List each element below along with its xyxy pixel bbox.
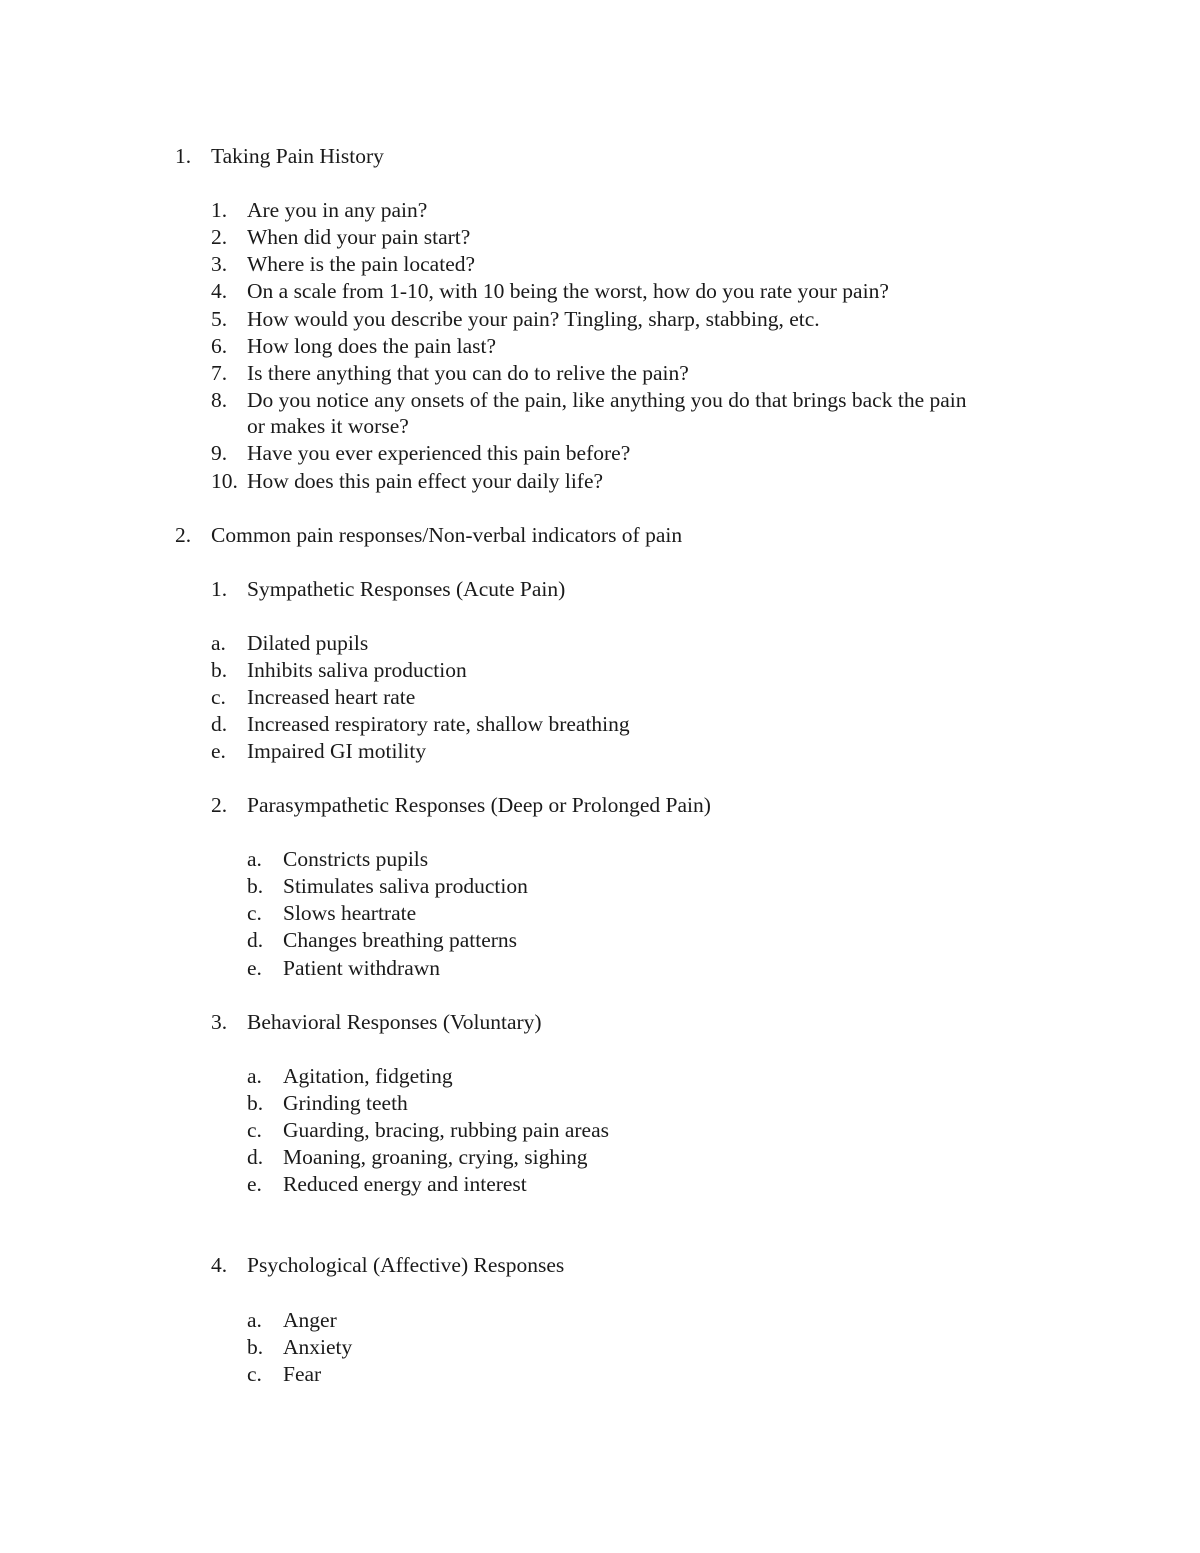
- section-number: 1.: [175, 144, 192, 168]
- list-item-marker: c.: [211, 685, 226, 709]
- list-item: Increased heart rate: [247, 685, 416, 709]
- list-item-marker: 3.: [211, 252, 228, 276]
- subsection-number: 3.: [211, 1010, 228, 1034]
- list-item-marker: a.: [247, 847, 262, 871]
- list-item-marker: 9.: [211, 441, 228, 465]
- list-item-marker: d.: [211, 712, 228, 736]
- list-item-marker: a.: [247, 1308, 262, 1332]
- list-item: Agitation, fidgeting: [283, 1064, 453, 1088]
- list-item-marker: c.: [247, 901, 262, 925]
- list-item: How would you describe your pain? Tingling, sharp, stabbing, etc.: [247, 307, 820, 331]
- list-item: Do you notice any onsets of the pain, like anything you do that brings back the pain: [247, 388, 967, 412]
- section-title: Common pain responses/Non-verbal indicators of pain: [211, 523, 683, 547]
- list-item: Is there anything that you can do to relive the pain?: [247, 361, 689, 385]
- list-item-marker: d.: [247, 1145, 264, 1169]
- list-item: How does this pain effect your daily life?: [247, 469, 604, 493]
- list-item: Dilated pupils: [247, 631, 369, 655]
- list-item-marker: c.: [247, 1362, 262, 1386]
- section-number: 2.: [175, 523, 192, 547]
- list-item: Guarding, bracing, rubbing pain areas: [283, 1118, 609, 1142]
- list-item: Impaired GI motility: [247, 739, 427, 763]
- list-item-marker: 10.: [211, 469, 238, 493]
- list-item-marker: 7.: [211, 361, 228, 385]
- list-item-marker: 6.: [211, 334, 228, 358]
- list-item: Anxiety: [283, 1335, 353, 1359]
- list-item: Reduced energy and interest: [283, 1172, 527, 1196]
- list-item: Are you in any pain?: [247, 198, 428, 222]
- section-title: Taking Pain History: [211, 144, 384, 168]
- list-item-marker: d.: [247, 928, 264, 952]
- list-item-marker: b.: [247, 1335, 264, 1359]
- list-item: Fear: [283, 1362, 322, 1386]
- list-item-continuation: or makes it worse?: [247, 414, 409, 438]
- list-item: When did your pain start?: [247, 225, 471, 249]
- list-item: Where is the pain located?: [247, 252, 476, 276]
- list-item-marker: b.: [247, 874, 264, 898]
- subsection-number: 2.: [211, 793, 228, 817]
- list-item-marker: 5.: [211, 307, 228, 331]
- subsection-title: Behavioral Responses (Voluntary): [247, 1010, 542, 1034]
- subsection-title: Sympathetic Responses (Acute Pain): [247, 577, 566, 601]
- list-item: Slows heartrate: [283, 901, 417, 925]
- list-item-marker: 2.: [211, 225, 228, 249]
- list-item: Have you ever experienced this pain before?: [247, 441, 631, 465]
- list-item-marker: 1.: [211, 198, 228, 222]
- list-item: Grinding teeth: [283, 1091, 408, 1115]
- subsection-number: 4.: [211, 1253, 228, 1277]
- list-item-marker: 8.: [211, 388, 228, 412]
- list-item: Anger: [283, 1308, 337, 1332]
- list-item-marker: e.: [247, 1172, 262, 1196]
- list-item: On a scale from 1-10, with 10 being the worst, how do you rate your pain?: [247, 279, 889, 303]
- list-item-marker: b.: [211, 658, 228, 682]
- subsection-title: Psychological (Affective) Responses: [247, 1253, 565, 1277]
- list-item-marker: c.: [247, 1118, 262, 1142]
- list-item: Stimulates saliva production: [283, 874, 528, 898]
- list-item: Moaning, groaning, crying, sighing: [283, 1145, 588, 1169]
- list-item: Changes breathing patterns: [283, 928, 518, 952]
- list-item-marker: a.: [247, 1064, 262, 1088]
- list-item: Increased respiratory rate, shallow breathing: [247, 712, 630, 736]
- list-item: Patient withdrawn: [283, 956, 441, 980]
- list-item: Inhibits saliva production: [247, 658, 467, 682]
- list-item-marker: b.: [247, 1091, 264, 1115]
- list-item: How long does the pain last?: [247, 334, 496, 358]
- list-item-marker: e.: [211, 739, 226, 763]
- list-item-marker: 4.: [211, 279, 228, 303]
- list-item-marker: a.: [211, 631, 226, 655]
- subsection-number: 1.: [211, 577, 228, 601]
- list-item: Constricts pupils: [283, 847, 429, 871]
- list-item-marker: e.: [247, 956, 262, 980]
- subsection-title: Parasympathetic Responses (Deep or Prolonged Pain): [247, 793, 711, 817]
